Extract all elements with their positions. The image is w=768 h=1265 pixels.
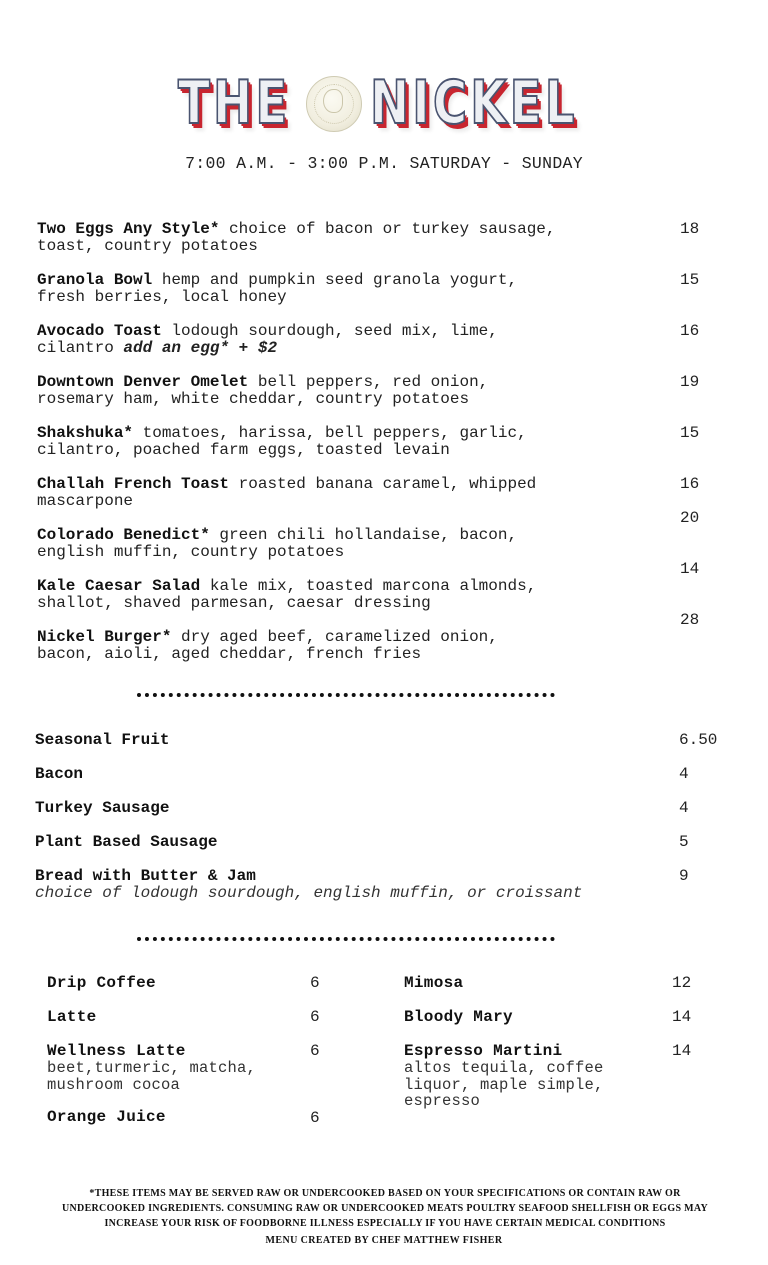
section-divider <box>137 693 555 701</box>
drink-description: altos tequila, coffee liquor, maple simple, espresso <box>404 1059 604 1110</box>
menu-item: Downtown Denver Omelet bell peppers, red onion, rosemary ham, white cheddar, country potatoes <box>37 373 489 408</box>
logo-text-nickel: NICKEL <box>370 68 578 138</box>
menu-item: Nickel Burger* dry aged beef, caramelized onion, bacon, aioli, aged cheddar, french fries <box>37 628 498 663</box>
logo-word-nickel <box>370 68 636 138</box>
chef-credit: MENU CREATED BY CHEF MATTHEW FISHER <box>265 1235 503 1246</box>
menu-item-price: 15 <box>680 424 700 442</box>
menu-item: Challah French Toast roasted banana caramel, whipped mascarpone <box>37 475 537 510</box>
drink-name: Espresso Martini <box>404 1042 563 1060</box>
side-item-name: Bacon <box>35 765 84 783</box>
side-item-price: 4 <box>679 799 689 817</box>
menu-item-price: 14 <box>680 560 700 578</box>
drink-price: 6 <box>310 1042 320 1060</box>
side-item-price: 4 <box>679 765 689 783</box>
drink-name: Drip Coffee <box>47 974 156 992</box>
menu-item-price: 18 <box>680 220 700 238</box>
disclaimer-line: UNDERCOOKED INGREDIENTS. CONSUMING RAW OR UNDERCOOKED MEATS POULTRY SEAFOOD SHELLFISH OR EGGS MAY <box>62 1203 708 1214</box>
menu-item: Shakshuka* tomatoes, harissa, bell peppers, garlic, cilantro, poached farm eggs, toasted levain <box>37 424 527 459</box>
raw-food-disclaimer <box>40 1186 730 1231</box>
drink-name: Bloody Mary <box>404 1008 513 1026</box>
drink-price: 12 <box>672 974 692 992</box>
drink-price: 14 <box>672 1042 692 1060</box>
logo-word-the <box>178 68 322 138</box>
menu-item: Two Eggs Any Style* choice of bacon or turkey sausage, toast, country potatoes <box>37 220 556 255</box>
menu-item: Kale Caesar Salad kale mix, toasted marcona almonds, shallot, shaved parmesan, caesar dressing <box>37 577 537 612</box>
side-item-price: 6.50 <box>679 731 718 749</box>
opening-hours: 7:00 A.M. - 3:00 P.M. SATURDAY - SUNDAY <box>185 154 583 173</box>
side-item-name: Plant Based Sausage <box>35 833 218 851</box>
side-item-description: choice of lodough sourdough, english muffin, or croissant <box>35 884 583 902</box>
drink-name: Latte <box>47 1008 97 1026</box>
menu-item-price: 19 <box>680 373 700 391</box>
side-item-name: Seasonal Fruit <box>35 731 170 749</box>
section-divider <box>137 937 555 945</box>
drink-name: Mimosa <box>404 974 464 992</box>
side-item-price: 9 <box>679 867 689 885</box>
drink-name: Orange Juice <box>47 1108 166 1126</box>
logo-text-the: THE <box>178 68 291 138</box>
menu-item-price: 16 <box>680 475 700 493</box>
drink-price: 14 <box>672 1008 692 1026</box>
menu-item: Colorado Benedict* green chili hollandaise, bacon, english muffin, country potatoes <box>37 526 518 561</box>
drink-description: beet,turmeric, matcha, mushroom cocoa <box>47 1059 257 1094</box>
nickel-coin-icon <box>306 76 362 132</box>
menu-item-price: 28 <box>680 611 700 629</box>
drink-name: Wellness Latte <box>47 1042 186 1060</box>
menu-item-price: 20 <box>680 509 700 527</box>
restaurant-logo <box>178 68 588 138</box>
side-item-price: 5 <box>679 833 689 851</box>
drink-price: 6 <box>310 974 320 992</box>
disclaimer-line: INCREASE YOUR RISK OF FOODBORNE ILLNESS ESPECIALLY IF YOU HAVE CERTAIN MEDICAL CONDITIONS <box>104 1218 666 1229</box>
side-item-name: Turkey Sausage <box>35 799 170 817</box>
menu-item: Avocado Toast lodough sourdough, seed mix, lime, cilantro add an egg* + $2 <box>37 322 498 357</box>
menu-item-price: 15 <box>680 271 700 289</box>
disclaimer-line: *THESE ITEMS MAY BE SERVED RAW OR UNDERCOOKED BASED ON YOUR SPECIFICATIONS OR CONTAIN RAW OR <box>89 1188 681 1199</box>
menu-item-price: 16 <box>680 322 700 340</box>
side-item-name: Bread with Butter & Jam <box>35 867 256 885</box>
drink-price: 6 <box>310 1109 320 1127</box>
menu-item: Granola Bowl hemp and pumpkin seed granola yogurt, fresh berries, local honey <box>37 271 518 306</box>
drink-price: 6 <box>310 1008 320 1026</box>
